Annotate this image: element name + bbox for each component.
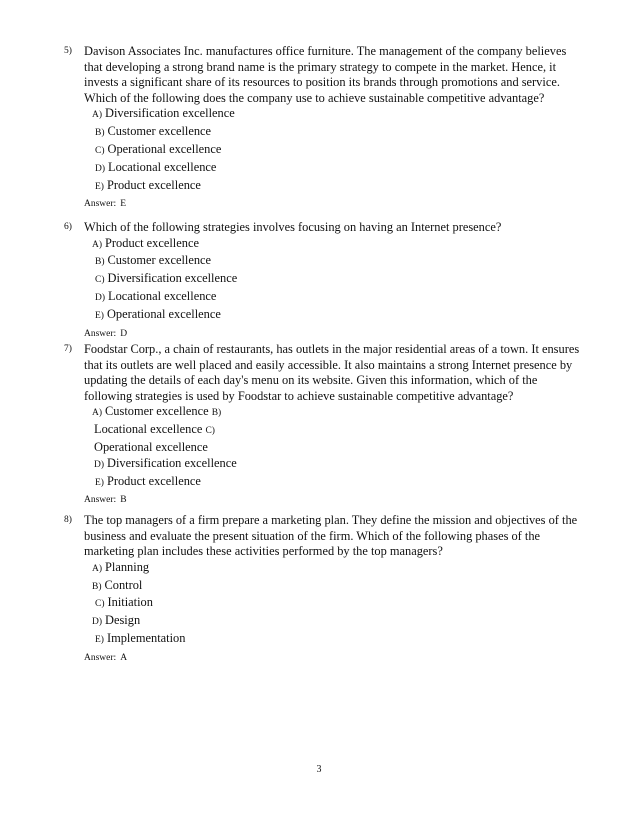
answer-line: Answer: E [84, 199, 127, 210]
option-d: D) Locational excellence [95, 288, 217, 303]
option-a: A) Diversification excellence [92, 106, 235, 121]
answer-line: Answer: A [84, 652, 128, 663]
option-a: A) Customer excellence B) [92, 404, 222, 419]
stem-line: that developing a strong brand name is the primary strategy to compete in the market. Hence, it [84, 59, 557, 74]
option-d: D) Locational excellence [95, 159, 217, 174]
question-number: 5) [64, 46, 72, 56]
option-d: D) Design [92, 613, 141, 628]
question-stem [84, 44, 589, 106]
option-e: E) Product excellence [95, 177, 201, 192]
option-a: A) Planning [92, 559, 150, 574]
stem-line: business and evaluate the present situation of the firm. Which of the following phases of the [84, 528, 541, 543]
question-8 [0, 513, 638, 664]
question-number: 8) [64, 515, 72, 525]
answer-line: Answer: D [84, 328, 128, 339]
question-number: 6) [64, 222, 72, 232]
page-number: 3 [316, 764, 322, 775]
stem-line: Foodstar Corp., a chain of restaurants, has outlets in the major residential areas of a town. It ensures [84, 342, 580, 356]
option-b: B) Customer excellence [95, 253, 212, 268]
stem-line: following strategies is used by Foodstar to achieve sustainable competitive advantage? [84, 388, 514, 403]
stem-line: updating the details of each day's menu on its website. Given this information, which of the [84, 373, 538, 388]
option-e: E) Product excellence [95, 473, 201, 488]
question-stem [84, 220, 589, 236]
question-number: 7) [64, 344, 72, 354]
option-a: A) Product excellence [92, 235, 199, 250]
option-d: D) Diversification excellence [94, 455, 237, 470]
stem-line: Which of the following strategies involves focusing on having an Internet presence? [84, 220, 502, 234]
option-e: E) Implementation [95, 630, 186, 645]
answer-line: Answer: B [84, 495, 127, 506]
option-c: C) Initiation [95, 595, 153, 610]
option-c: Operational excellence [94, 439, 208, 454]
option-b: B) Control [92, 577, 143, 592]
stem-line: Which of the following does the company use to achieve sustainable competitive advantage? [84, 90, 545, 105]
option-list [92, 106, 638, 195]
option-c: C) Diversification excellence [95, 271, 238, 286]
option-e: E) Operational excellence [95, 306, 221, 321]
question-stem [84, 513, 589, 560]
question-stem [84, 342, 589, 404]
option-list [92, 404, 638, 491]
question-6 [0, 220, 638, 340]
stem-line: The top managers of a firm prepare a marketing plan. They define the mission and objectives of the [84, 513, 578, 527]
option-b: Locational excellence C) [94, 422, 215, 437]
stem-line: Davison Associates Inc. manufactures office furniture. The management of the company believes [84, 44, 567, 58]
option-c: C) Operational excellence [95, 141, 222, 156]
stem-line: invests a significant share of its resources to position its brands through promotions and service. [84, 75, 560, 90]
option-list [92, 560, 638, 649]
question-5 [0, 44, 638, 210]
option-b: B) Customer excellence [95, 124, 212, 139]
option-list [92, 236, 638, 325]
question-7 [0, 342, 638, 506]
stem-line: marketing plan includes these activities performed by the top managers? [84, 544, 443, 559]
stem-line: that its outlets are well placed and easily accessible. It also maintains a strong Internet presence by [84, 357, 573, 372]
